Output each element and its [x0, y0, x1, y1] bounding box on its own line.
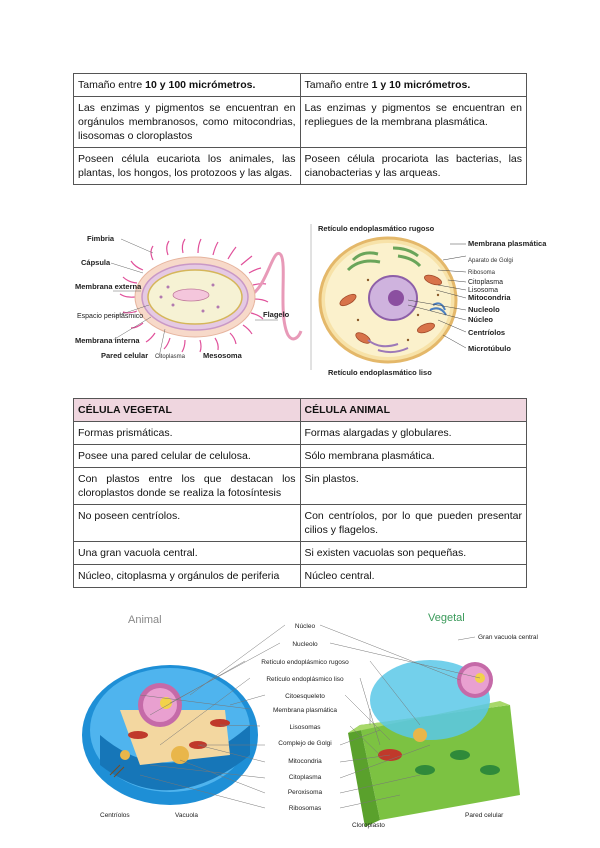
label-gran-vacuola: Gran vacuola central: [478, 634, 538, 641]
table-cell: Las enzimas y pigmentos se encuentran en repliegues de la membrana plasmática.: [300, 97, 527, 148]
label-espacio: Espacio periplásmico: [77, 313, 144, 320]
bacteria-diagram: [73, 225, 303, 370]
table-cell: Núcleo, citoplasma y orgánulos de periferia: [74, 565, 301, 588]
header-animal: CÉLULA ANIMAL: [300, 399, 527, 422]
label-pared: Pared celular: [101, 351, 149, 360]
table-row: [74, 74, 527, 97]
table-row: [74, 542, 527, 565]
table-row: [74, 445, 527, 468]
table-cell: Poseen célula eucariota los animales, las plantas, los hongos, los protozoos y las algas.: [74, 148, 301, 185]
label-pared-celular: Pared celular: [465, 812, 504, 819]
table-row: [74, 505, 527, 542]
table-cell: Posee una pared celular de celulosa.: [74, 445, 301, 468]
label-membrana: Membrana plasmática: [468, 239, 547, 248]
cell-text: Tamaño entre: [304, 79, 372, 91]
label-flagelo: Flagelo: [263, 310, 290, 319]
table-cell: Las enzimas y pigmentos se encuentran en orgánulos membranosos, como mitocondrias, lisosomas o cloroplastos: [74, 97, 301, 148]
animal-cell-illustration: [82, 665, 258, 805]
label-nucleolo: Nucleolo: [468, 305, 500, 314]
label-reticulo-rugoso: Retículo endoplásmico rugoso: [261, 659, 349, 666]
cell-bold-text: 10 y 100 micrómetros.: [145, 79, 256, 91]
label-centriolos: Centríolos: [100, 812, 130, 819]
label-reticulo-rugoso: Retículo endoplasmático rugoso: [318, 224, 435, 233]
table-cell: Si existen vacuolas son pequeñas.: [300, 542, 527, 565]
cells-comparison-diagram: [80, 605, 538, 845]
label-citoplasma: Citoplasma: [288, 774, 322, 781]
animal-cell-diagram: [308, 220, 547, 380]
table-row: [74, 148, 527, 185]
table-cell: Con plastos entre los que destacan los cloroplastos donde se realiza la fotosíntesis: [74, 468, 301, 505]
header-vegetal: CÉLULA VEGETAL: [74, 399, 301, 422]
title-animal: Animal: [128, 614, 162, 626]
label-centriolos: Centríolos: [468, 328, 506, 337]
label-vacuola: Vacuola: [175, 812, 199, 819]
label-lisosomas: Lisosomas: [289, 724, 321, 731]
label-reticulo-liso: Retículo endoplasmático liso: [328, 368, 432, 377]
cell-text: Tamaño entre: [78, 79, 146, 91]
label-ribosomas: Ribosomas: [288, 805, 322, 812]
table-cell: Sólo membrana plasmática.: [300, 445, 527, 468]
label-membrana: Membrana plasmática: [273, 707, 337, 714]
title-vegetal: Vegetal: [428, 612, 465, 624]
table-cell: Sin plastos.: [300, 468, 527, 505]
label-nucleo: Núcleo: [294, 623, 316, 630]
table-cell: [300, 74, 527, 97]
cell-comparison-table: [73, 398, 527, 588]
label-nucleolo: Nucleolo: [292, 641, 318, 648]
table-cell: Formas prismáticas.: [74, 422, 301, 445]
table-cell: Poseen célula procariota las bacterias, las cianobacterias y las arqueas.: [300, 148, 527, 185]
label-citoplasma: Citoplasma: [468, 279, 504, 286]
table-cell: Una gran vacuola central.: [74, 542, 301, 565]
label-golgi: Complejo de Golgi: [278, 740, 332, 747]
table-cell: [74, 74, 301, 97]
table-row: [74, 468, 527, 505]
label-membrana-interna: Membrana interna: [75, 336, 140, 345]
label-ribosoma: Ribosoma: [468, 270, 496, 276]
label-nucleo: Núcleo: [468, 315, 494, 324]
label-cloroplasto: Cloroplasto: [352, 822, 385, 829]
table-cell: No poseen centríolos.: [74, 505, 301, 542]
table-row: [74, 422, 527, 445]
label-capsula: Cápsula: [81, 258, 111, 267]
table-cell: Núcleo central.: [300, 565, 527, 588]
label-citoesqueleto: Citoesqueleto: [285, 693, 325, 700]
plant-cell-illustration: [348, 660, 520, 827]
label-citoplasma: Citoplasma: [155, 354, 186, 360]
label-mitocondria: Mitocondria: [288, 758, 322, 765]
cell-bold-text: 1 y 10 micrómetros.: [371, 79, 471, 91]
label-peroxisoma: Peroxisoma: [287, 789, 323, 796]
label-microtubulo: Microtúbulo: [468, 344, 511, 353]
label-mesosoma: Mesosoma: [203, 351, 242, 360]
label-golgi: Aparato de Golgi: [468, 258, 514, 264]
label-lisosoma: Lisosoma: [468, 287, 498, 294]
table-row: [74, 97, 527, 148]
table-row: [74, 565, 527, 588]
size-comparison-table: [73, 73, 527, 185]
table-cell: Formas alargadas y globulares.: [300, 422, 527, 445]
label-fimbria: Fimbria: [87, 234, 115, 243]
label-membrana-externa: Membrana externa: [75, 282, 142, 291]
table-cell: Con centríolos, por lo que pueden presentar cilios y flagelos.: [300, 505, 527, 542]
label-mitocondria: Mitocondria: [468, 293, 511, 302]
label-reticulo-liso: Retículo endoplásmico liso: [266, 676, 344, 683]
table-header-row: [74, 399, 527, 422]
